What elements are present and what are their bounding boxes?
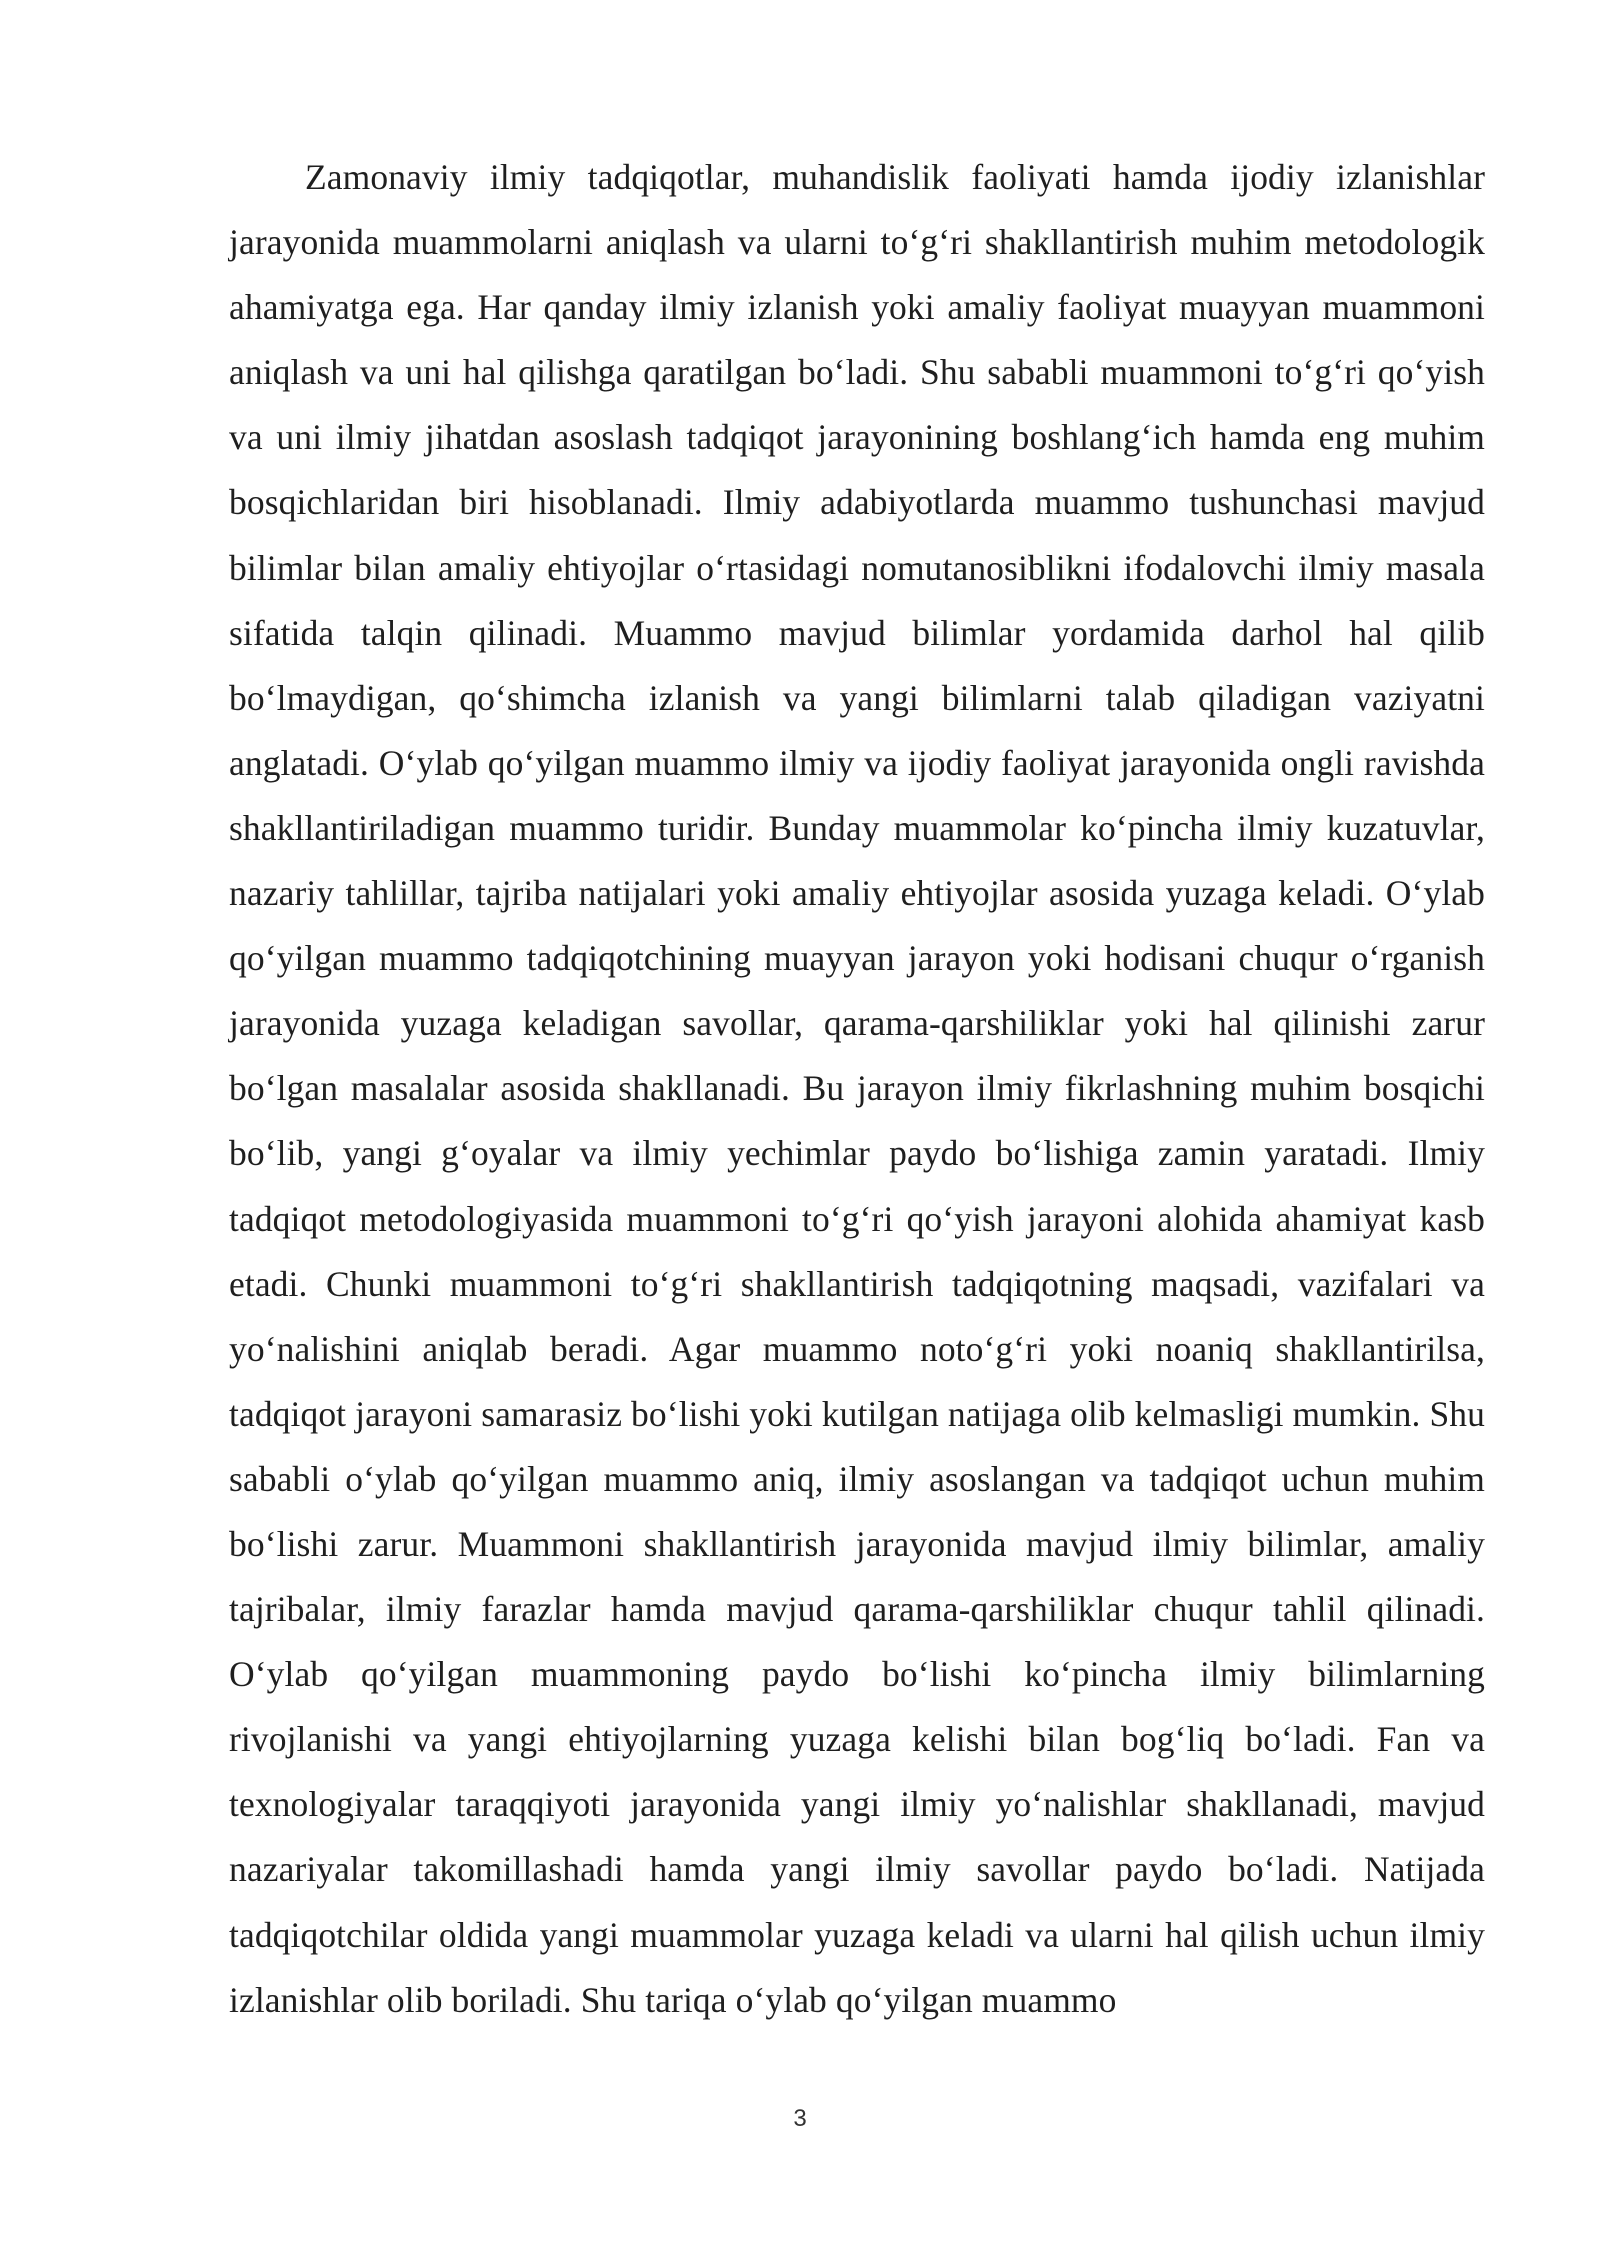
page-number: 3: [793, 2105, 807, 2132]
body-paragraph: Zamonaviy ilmiy tadqiqotlar, muhandislik faoliyati hamda ijodiy izlanishlar jarayonida muammolarni aniqlash va ularni to‘g‘ri shakllantirish muhim metodologik ahamiyatga ega. Har qanday ilmiy izlanish yoki amaliy faoliyat muayyan muammoni aniqlash va uni hal qilishga qaratilgan bo‘ladi. Shu sababli muammoni to‘g‘ri qo‘yish va uni ilmiy jihatdan asoslash tadqiqot jarayonining boshlang‘ich hamda eng muhim bosqichlaridan biri hisoblanadi. Ilmiy adabiyotlarda muammo tushunchasi mavjud bilimlar bilan amaliy ehtiyojlar o‘rtasidagi nomutanosiblikni ifodalovchi ilmiy masala sifatida talqin qilinadi. Muammo mavjud bilimlar yordamida darhol hal qilib bo‘lmaydigan, qo‘shimcha izlanish va yangi bilimlarni talab qiladigan vaziyatni anglatadi. O‘ylab qo‘yilgan muammo ilmiy va ijodiy faoliyat jarayonida ongli ravishda shakllantiriladigan muammo turidir. Bunday muammolar ko‘pincha ilmiy kuzatuvlar, nazariy tahlillar, tajriba natijalari yoki amaliy ehtiyojlar asosida yuzaga keladi. O‘ylab qo‘yilgan muammo tadqiqotchining muayyan jarayon yoki hodisani chuqur o‘rganish jarayonida yuzaga keladigan savollar, qarama-qarshiliklar yoki hal qilinishi zarur bo‘lgan masalalar asosida shakllanadi. Bu jarayon ilmiy fikrlashning muhim bosqichi bo‘lib, yangi g‘oyalar va ilmiy yechimlar paydo bo‘lishiga zamin yaratadi. Ilmiy tadqiqot metodologiyasida muammoni to‘g‘ri qo‘yish jarayoni alohida ahamiyat kasb etadi. Chunki muammoni to‘g‘ri shakllantirish tadqiqotning maqsadi, vazifalari va yo‘nalishini aniqlab beradi. Agar muammo noto‘g‘ri yoki noaniq shakllantirilsa, tadqiqot jarayoni samarasiz bo‘lishi yoki kutilgan natijaga olib kelmasligi mumkin. Shu sababli o‘ylab qo‘yilgan muammo aniq, ilmiy asoslangan va tadqiqot uchun muhim bo‘lishi zarur. Muammoni shakllantirish jarayonida mavjud ilmiy bilimlar, amaliy tajribalar, ilmiy farazlar hamda mavjud qarama-qarshiliklar chuqur tahlil qilinadi. O‘ylab qo‘yilgan muammoning paydo bo‘lishi ko‘pincha ilmiy bilimlarning rivojlanishi va yangi ehtiyojlarning yuzaga kelishi bilan bog‘liq bo‘ladi. Fan va texnologiyalar taraqqiyoti jarayonida yangi ilmiy yo‘nalishlar shakllanadi, mavjud nazariyalar takomillashadi hamda yangi ilmiy savollar paydo bo‘ladi. Natijada tadqiqotchilar oldida yangi muammolar yuzaga keladi va ularni hal qilish uchun ilmiy izlanishlar olib boriladi. Shu tariqa o‘ylab qo‘yilgan muammo: [229, 157, 1485, 2020]
